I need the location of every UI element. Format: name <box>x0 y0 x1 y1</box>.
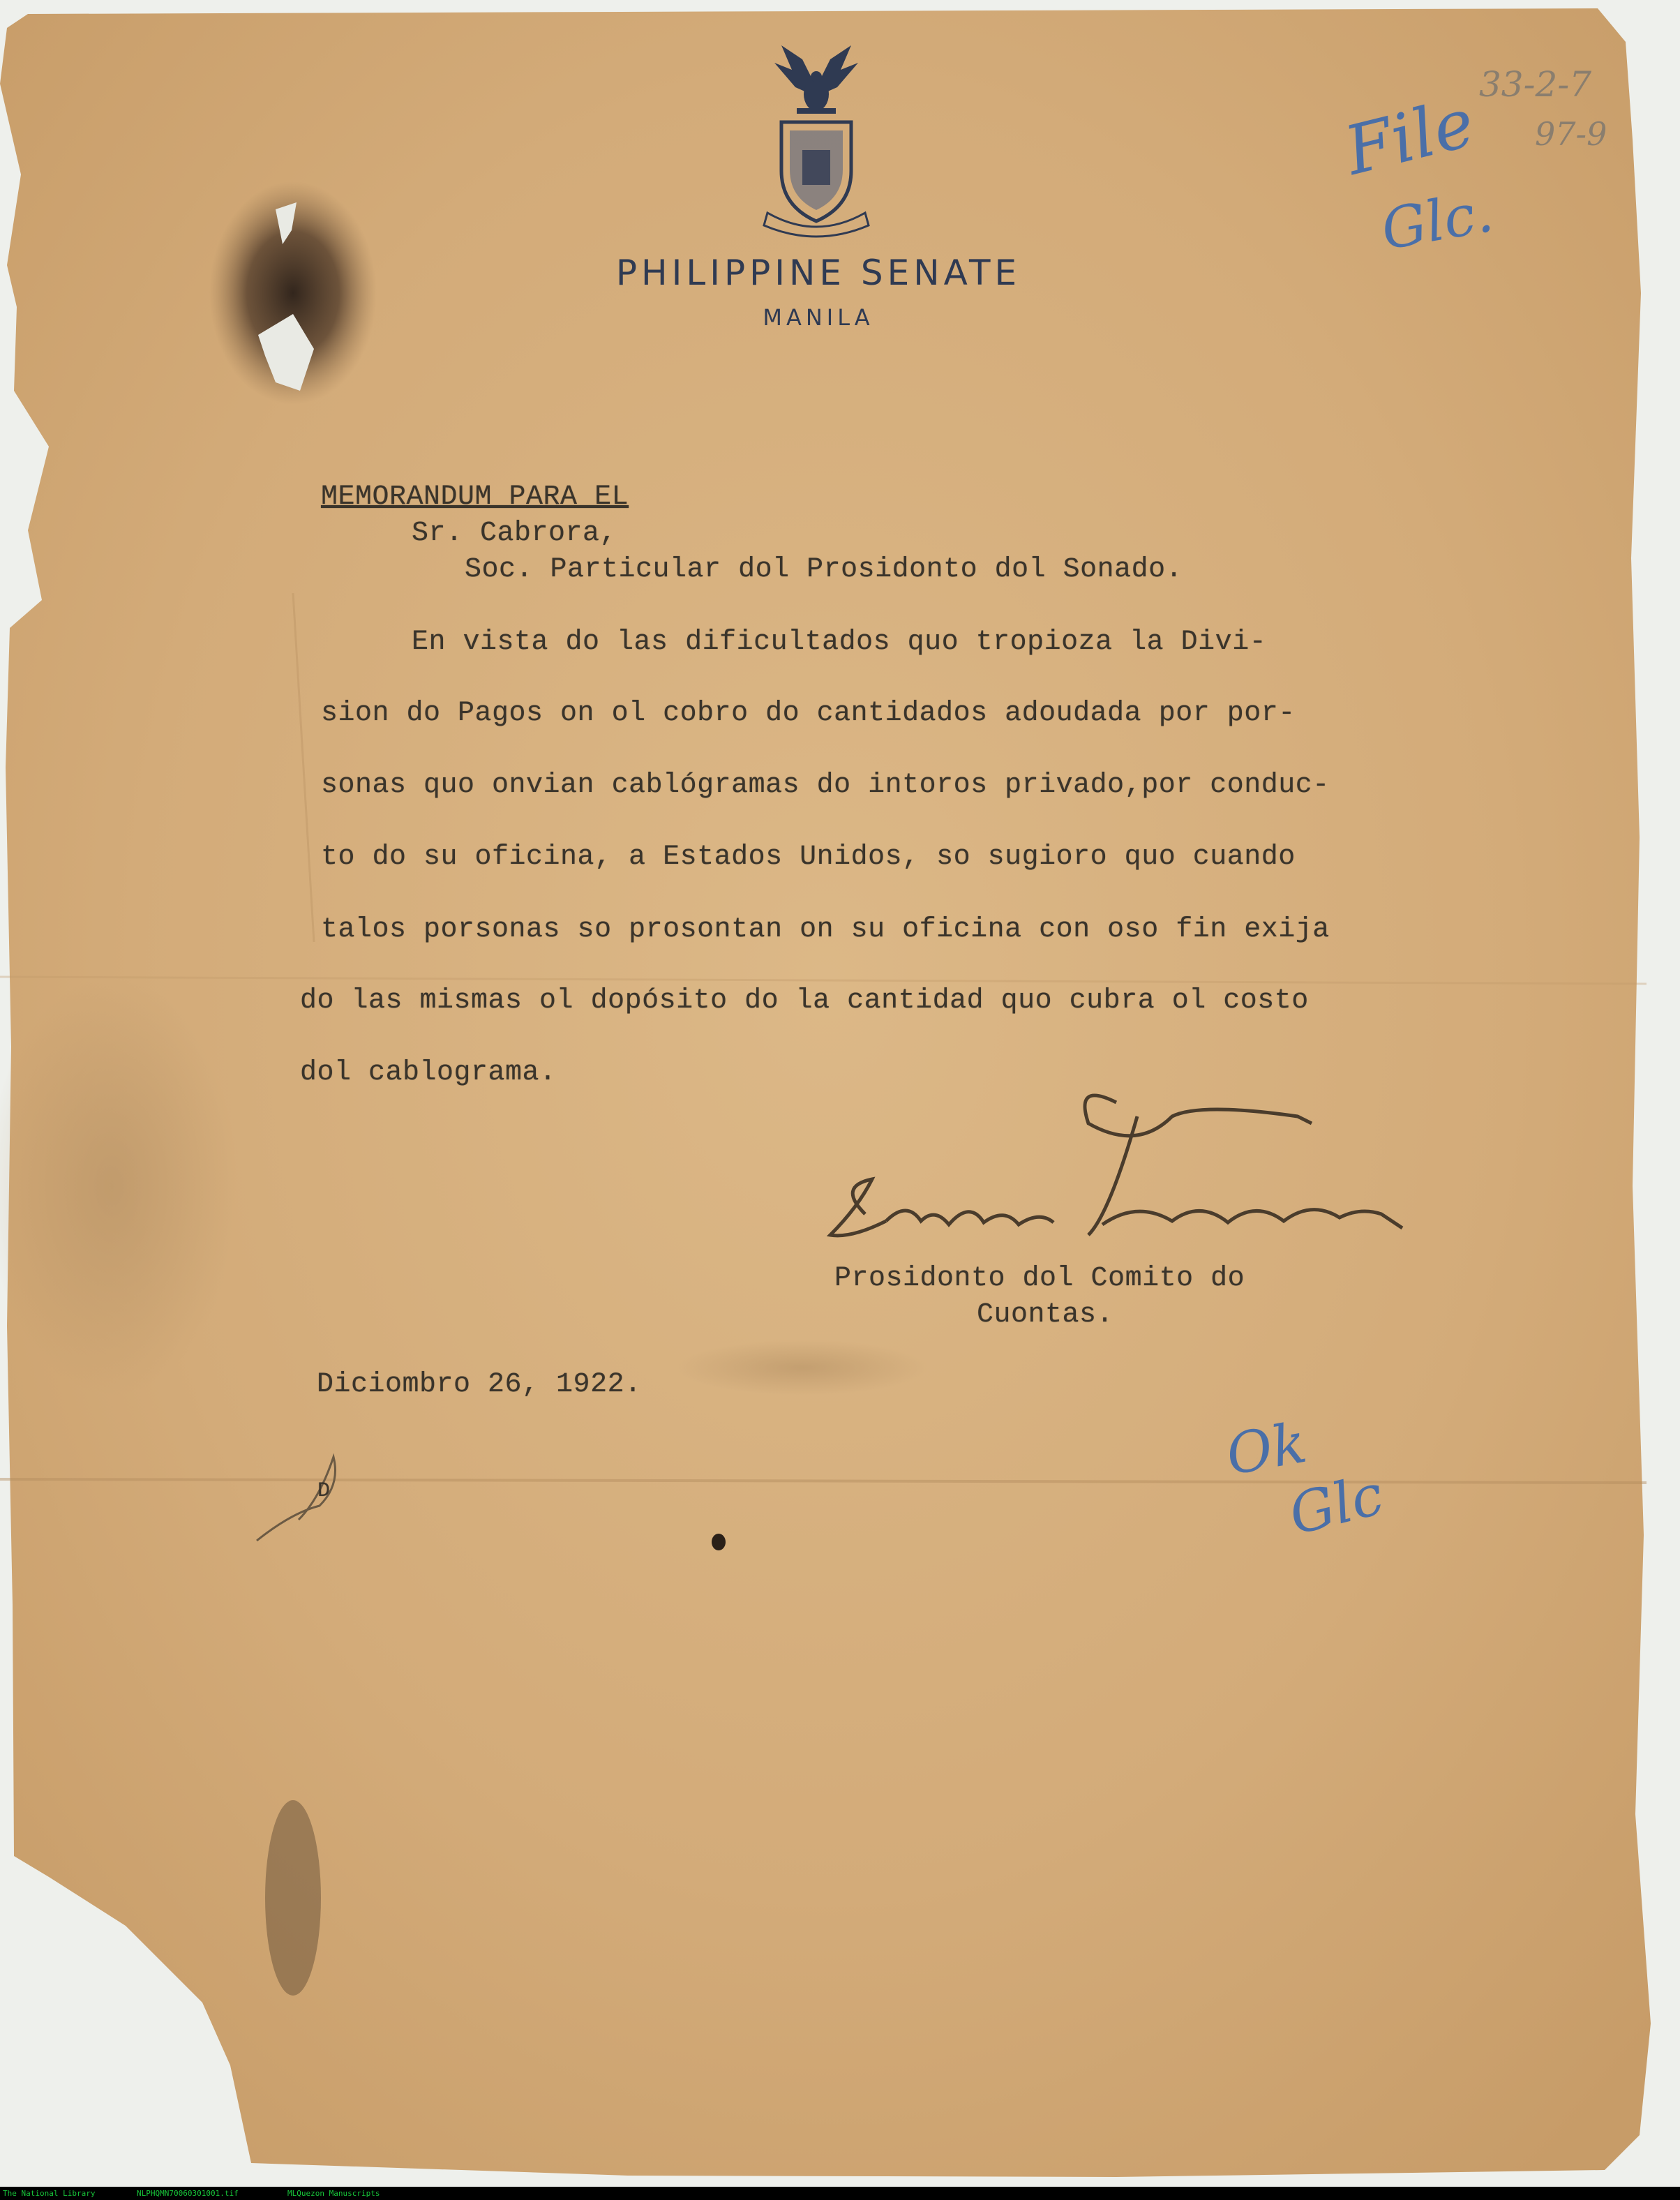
senate-title: PHILIPPINE SENATE <box>615 253 1021 293</box>
memo-recipient-title: Soc. Particular dol Prosidonto dol Sonado. <box>465 554 1183 585</box>
ink-note-file: File <box>1337 83 1482 190</box>
pencil-note-1: 33-2-7 <box>1479 64 1592 105</box>
initial-mark: D <box>317 1479 331 1503</box>
scan-footer <box>0 2187 1680 2200</box>
handwritten-signature <box>809 1075 1423 1277</box>
memo-body-line: talos porsonas so prosontan on su oficina con oso fin exija <box>321 914 1330 945</box>
ink-note-ok: Ok <box>1221 1409 1312 1488</box>
footer-filename: NLPHQMN70060301001.tif <box>137 2189 239 2198</box>
senate-seal-icon <box>753 38 879 241</box>
pencil-note-2: 97-9 <box>1535 115 1607 153</box>
ink-note-initials-2: Glc <box>1282 1462 1390 1548</box>
senate-city: MANILA <box>763 304 874 331</box>
memo-body-line: dol cablograma. <box>300 1057 557 1088</box>
memo-body-line: En vista do las dificultados quo tropioza la Divi- <box>412 627 1267 658</box>
pencil-mark <box>250 1443 347 1548</box>
ink-note-initials: Glc. <box>1377 179 1498 263</box>
memo-body-line: to do su oficina, a Estados Unidos, so sugioro quo cuando <box>321 841 1296 873</box>
footer-library: The National Library <box>3 2189 96 2198</box>
memo-date: Diciombro 26, 1922. <box>317 1369 642 1400</box>
memo-body-line: do las mismas ol dopósito do la cantidad quo cubra ol costo <box>300 985 1309 1017</box>
memo-recipient-name: Sr. Cabrora, <box>412 518 617 549</box>
signer-title-line1: Prosidonto dol Comito do <box>834 1263 1245 1294</box>
footer-collection: MLQuezon Manuscripts <box>287 2189 380 2198</box>
signer-title-line2: Cuontas. <box>977 1299 1114 1331</box>
memo-heading: MEMORANDUM PARA EL <box>321 481 629 513</box>
memo-body-line: sion do Pagos on ol cobro do cantidados adoudada por por- <box>321 698 1296 729</box>
memo-body-line: sonas quo onvian cablógramas do intoros privado,por conduc- <box>321 770 1330 801</box>
